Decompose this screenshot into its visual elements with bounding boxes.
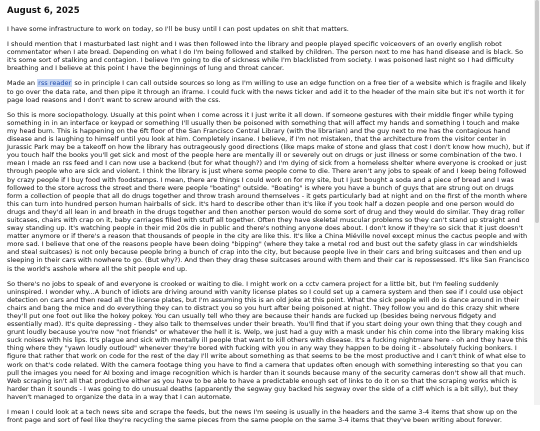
paragraph-6: I mean I could look at a tech news site and scrape the feeds, but the news I'm seeing is usually in the headers and the same 3-4 items that show up on the front page and sort of feel like they're recycling the same pieces from the same people on the same 3-4 items that they've been writing about forever. (7, 408, 518, 425)
paragraph-3-rest: so in principle I can call outside sources so long as I'm willing to use an edge function on a free tier of a website which is fragile and likely to go over the data rate, and then pipe it through an iframe. I could fuck with the news ticker and add it to the header of the main site but it's not worth it for page load reasons and I don't want to screw around with the css. (7, 79, 527, 104)
paragraph-1: I have some infrastructure to work on today, so I'll be busy until I can post updates on shit that matters. (7, 25, 349, 33)
paragraph-5: So there's no jobs to speak of and everyone is crooked or waiting to die. I might work on a cctv camera project for a little bit, but I'm feeling suddenly uninspired. I wonder why...A bunch of idiots are driving around with vanity license plates so I could set up a camera system and then see if I could use object detection on cars and then read all the license plates, but I'm assuming this is an old joke at this point. What the sick people will do is dance around in their chairs and bang the mice and do everything they can to distract you so you hurt after being poisoned at night. They follow you and do this crazy shit where they'll put one foot out like the hokey pokey. You can usually tell who they are because their hands are fucked up (besides being nervous fidgety and essentially mad). It's quite depressing - they also talk to themselves under their breath. You'll find that if you start doing your own thing that they cough and grunt loudly because you're now "not friends" or whatever the hell it is. Welp, we just had a guy with a mask under his chin come into the library making kiss suck noises with his lips. It's plague and sick with mentally ill people that want to kill others with disease. It's a fucking nightmare here - oh and they have this thing where they "yawn loudly outloud" whenever they're bored with fucking with you in any way they happen to be doing it - absolutely fucking bonkers. I figure that rather that work on code for the rest of the day I'll write about something as that seems to be the most productive and I can't think of what else to work on that's code related. With the camera footage thing you have to find a camera that updates often enough with something interesting so that you can pull the images you need for AI boxing and image recognition which is harder than it sounds because many of the security cameras don't show all that much. Web scraping isn't all that productive either as you have to be able to have a predictable enough set of links to do it on so that the scraping works which is harder than it sounds - I was going to do unusual deaths (apparently the segway guy backed his segway over the side of a cliff which is a bit silly), but they haven't managed to organize the data in a way that I can automate. (7, 279, 528, 401)
page-title: August 6, 2025 (7, 6, 80, 16)
paragraph-4: So this is more sociopathology. Usually at this point when I come across it I just write it all down. If someone gestures with their middle finger while typing something in in an interface or keypad or something I'll usually then be poisoned with something that will affect my hands and something I touch and make my head burn. This is happening on the 6ft floor of the San Francisco Central Library (with the librarian) and the guy next to me has the contagious hand disease and is laughing to himself until you look at him. Completely insane. I believe, if I'm not mistaken, that the architecture from the visitor center in Jurassic Park may be a takeoff on how the library has outrageously good directions (like maps make of stone and glass that cost I don't know how much), but if you touch half the books you'll get sick and most of the people here are mentally ill or severely out on drugs or just illness or some combination of the two. I mean I made an rss feed and I can now use a backend (but for what though?) and I'm dying of sick from a homeless shelter where everyone is crooked or just through people who are sick and violent. I think the library is just where some people come to die. There aren't any jobs to speak of and I keep being followed by crazy people if I buy food with foodstamps. I mean, there are things I could work on for my site, but I just bought a soda and a piece of bread and I was followed to the store across the street and there were people "boating" outside. "Boating" is where you have a bunch of guys that are strung out on drugs form a collection of people that all do drugs together and throw trash around themselves - it gets particularly bad at night and on the first of the month where this can turn into hundred person human hairballs of sick. It's hard to describe other than it's like if you took half a dozen people and one person would do drugs and they'd all lean in and breath in the drugs together and then another person would do some sort of drug and they would do similar. They drag roller suitcases, chairs with crap on it, baby carriages filled with stuff all together. Often they have skeletal muscular problems so they can't stand up straight and sway standing up. It's watching people in their mid 20s die in public and there's nothing anyone does about. I don't know if they're so sick that it just doesn't matter anymore or if there's a reason that thousands of people in the city are like this. It's like a China Miéville novel except minus the cactus people and with more sad. I believe that one of the reasons people have been doing "bipping" (where they take a metal rod and bust out the safety glass in car windshields and steal suitcases) is not only because people bring a bunch of crap into the city, but because people live in their cars and bring suitcases and then end up sleeping in their cars with nowhere to go. (But why?). And then they drag these suitcases around with them and their car is repossessed. It's like San Francisco is the world's asshole where all the shit people end up. (7, 110, 530, 273)
rss-reader-highlight: rss reader (38, 79, 72, 88)
paragraph-2: I should mention that I masturbated last night and I was then followed into the library and people played specific voiceovers of an overly english robot commentator when I ate bread. Depending on what I do I'm being followed and stalked by children. The person next to me has hand disease and is black. So it's some sort of stalking and contagion. I believe I'm going to die of sickness while I'm blacklisted from society. I was poisoned last night so I had difficulty breathing and I believe at this point I have the beginnings of lung and throat cancer. (7, 40, 524, 73)
vertical-scrollbar[interactable] (534, 0, 540, 405)
paragraph-3 (7, 79, 530, 103)
paragraph-3-lead: Made an (7, 79, 38, 88)
article-body (7, 25, 530, 431)
scrollbar-thumb[interactable] (535, 0, 539, 223)
